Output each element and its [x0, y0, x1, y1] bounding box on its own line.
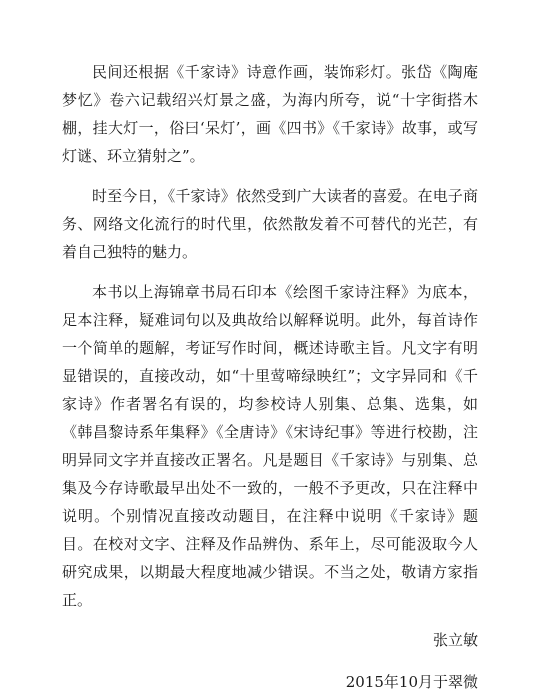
- author-signature: 张立敏: [432, 631, 478, 649]
- paragraph-modern-popularity: 时至今日，《千家诗》依然受到广大读者的喜爱。在电子商务、网络文化流行的时代里，依然散发着不可替代的光芒，有着自己独特的魅力。: [62, 187, 478, 261]
- signature-date: 2015年10月于翠微: [345, 673, 478, 691]
- paragraph-lantern-painting: 民间还根据《千家诗》诗意作画，装饰彩灯。张岱《陶庵梦忆》卷六记载绍兴灯景之盛，为海内所夸，说“十字街搭木棚，挂大灯一，俗曰‘呆灯’，画《四书》《千家诗》故事，或写灯谜、环立猜射之”。: [62, 63, 478, 165]
- document-page: [62, 58, 478, 696]
- paragraph-edition-notes: 本书以上海锦章书局石印本《绘图千家诗注释》为底本，足本注释，疑难词句以及典故给以解释说明。此外，每首诗作一个简单的题解，考证写作时间，概述诗歌主旨。凡文字有明显错误的，直接改动，如“十里莺啼绿映红”；文字异同和《千家诗》作者署名有误的，均参校诗人别集、总集、选集，如《韩昌黎诗系年集释》《全唐诗》《宋诗纪事》等进行校勘，注明异同文字并直接改正署名。凡是题目《千家诗》与别集、总集及今存诗歌最早出处不一致的，一般不予更改，只在注释中说明。个别情况直接改动题目，在注释中说明《千家诗》题目。在校对文字、注释及作品辨伪、系年上，尽可能汲取今人研究成果，以期最大程度地减少错误。不当之处，敬请方家指正。: [62, 283, 478, 609]
